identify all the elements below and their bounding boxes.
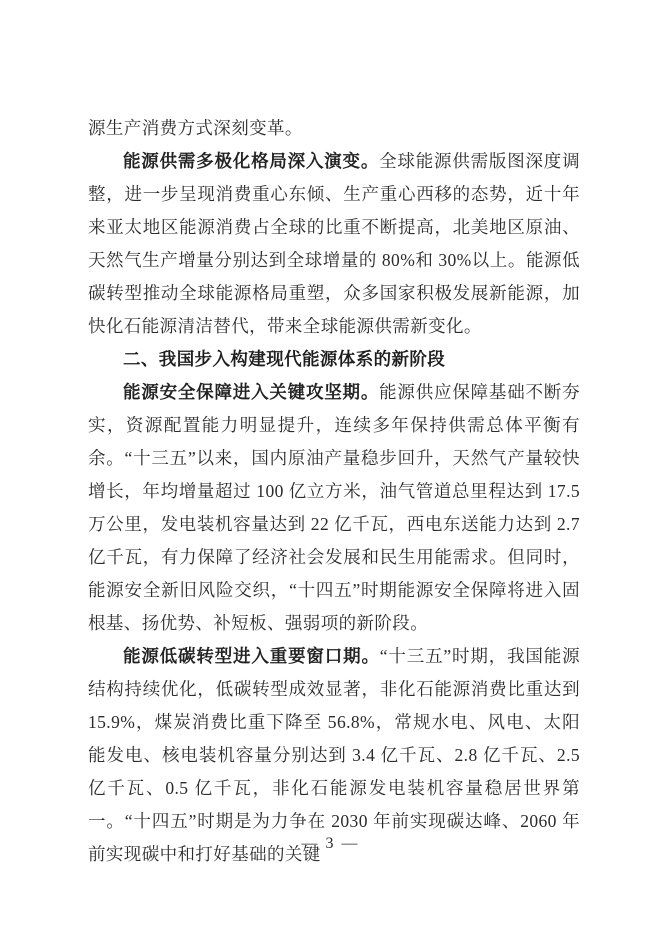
paragraph-body-text: 能源供应保障基础不断夯实，资源配置能力明显提升，连续多年保持供需总体平衡有余。“十三五”以来，国内原油产量稳步回升，天然气产量较快增长，年均增量超过 100 亿立方米，油气管道总里程达到 17.5 万公里，发电装机容量达到 22 亿千瓦，西电东送能力达到 2.7 亿千瓦，有力保障了经济社会发展和民生用能需求。但同时，能源安全新旧风险交织，“十四五”时期能源安全保障将进入固根基、扬优势、补短板、强弱项的新阶段。 <box>88 382 580 633</box>
section-heading: 二、我国步入构建现代能源体系的新阶段 <box>123 349 446 369</box>
paragraph-energy-security <box>88 376 580 640</box>
paragraph-lead-sentence: 能源安全保障进入关键攻坚期。 <box>123 382 380 402</box>
paragraph-continuation: 源生产消费方式深刻变革。 <box>88 118 303 138</box>
paragraph-body-text: “十三五”时期，我国能源结构持续优化，低碳转型成效显著，非化石能源消费比重达到 15.9%，煤炭消费比重下降至 56.8%，常规水电、风电、太阳能发电、核电装机容量分别达到 3.4 亿千瓦、2.8 亿千瓦、2.5 亿千瓦、0.5 亿千瓦，非化石能源发电装机容量稳居世界第一。“十四五”时期是为力争在 2030 年前实现碳达峰、2060 年前实现碳中和打好基础的关键 <box>88 646 580 864</box>
paragraph-body-text: 全球能源供需版图深度调整，进一步呈现消费重心东倾、生产重心西移的态势，近十年来亚太地区能源消费占全球的比重不断提高，北美地区原油、天然气生产增量分别达到全球增量的 80%和 30%以上。能源低碳转型推动全球能源格局重塑，众多国家积极发展新能源，加快化石能源清洁替代，带来全球能源供需新变化。 <box>88 151 580 336</box>
paragraph-lead-sentence: 能源供需多极化格局深入演变。 <box>123 151 380 171</box>
document-body <box>88 112 580 871</box>
paragraph-lead-sentence: 能源低碳转型进入重要窗口期。 <box>123 646 380 666</box>
page-number: — 3 — <box>301 835 360 852</box>
paragraph-energy-supply-demand <box>88 145 580 343</box>
